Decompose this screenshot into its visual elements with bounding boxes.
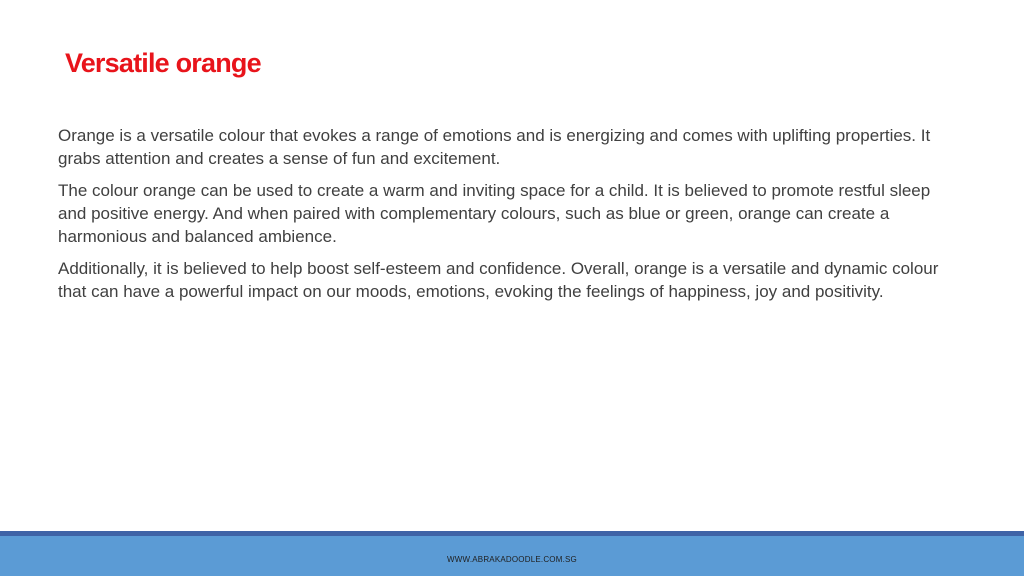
paragraph-3: Additionally, it is believed to help boost self-esteem and confidence. Overall, orange is a versatile and dynamic colour that can have a powerful impact on our moods, emotions, evoking the feelings of happiness, joy and positivity. xyxy=(58,259,939,301)
paragraph-2: The colour orange can be used to create a warm and inviting space for a child. It is believed to promote restful sleep and positive energy. And when paired with complementary colours, such as blue or green, orange can create a harmonious and balanced ambience. xyxy=(58,181,931,246)
slide-body xyxy=(58,124,958,312)
slide-title: Versatile orange xyxy=(65,48,261,78)
paragraph-1: Orange is a versatile colour that evokes a range of emotions and is energizing and comes with uplifting properties. It grabs attention and creates a sense of fun and excitement. xyxy=(58,126,931,168)
footer-website: WWW.ABRAKADOODLE.COM.SG xyxy=(447,555,577,564)
